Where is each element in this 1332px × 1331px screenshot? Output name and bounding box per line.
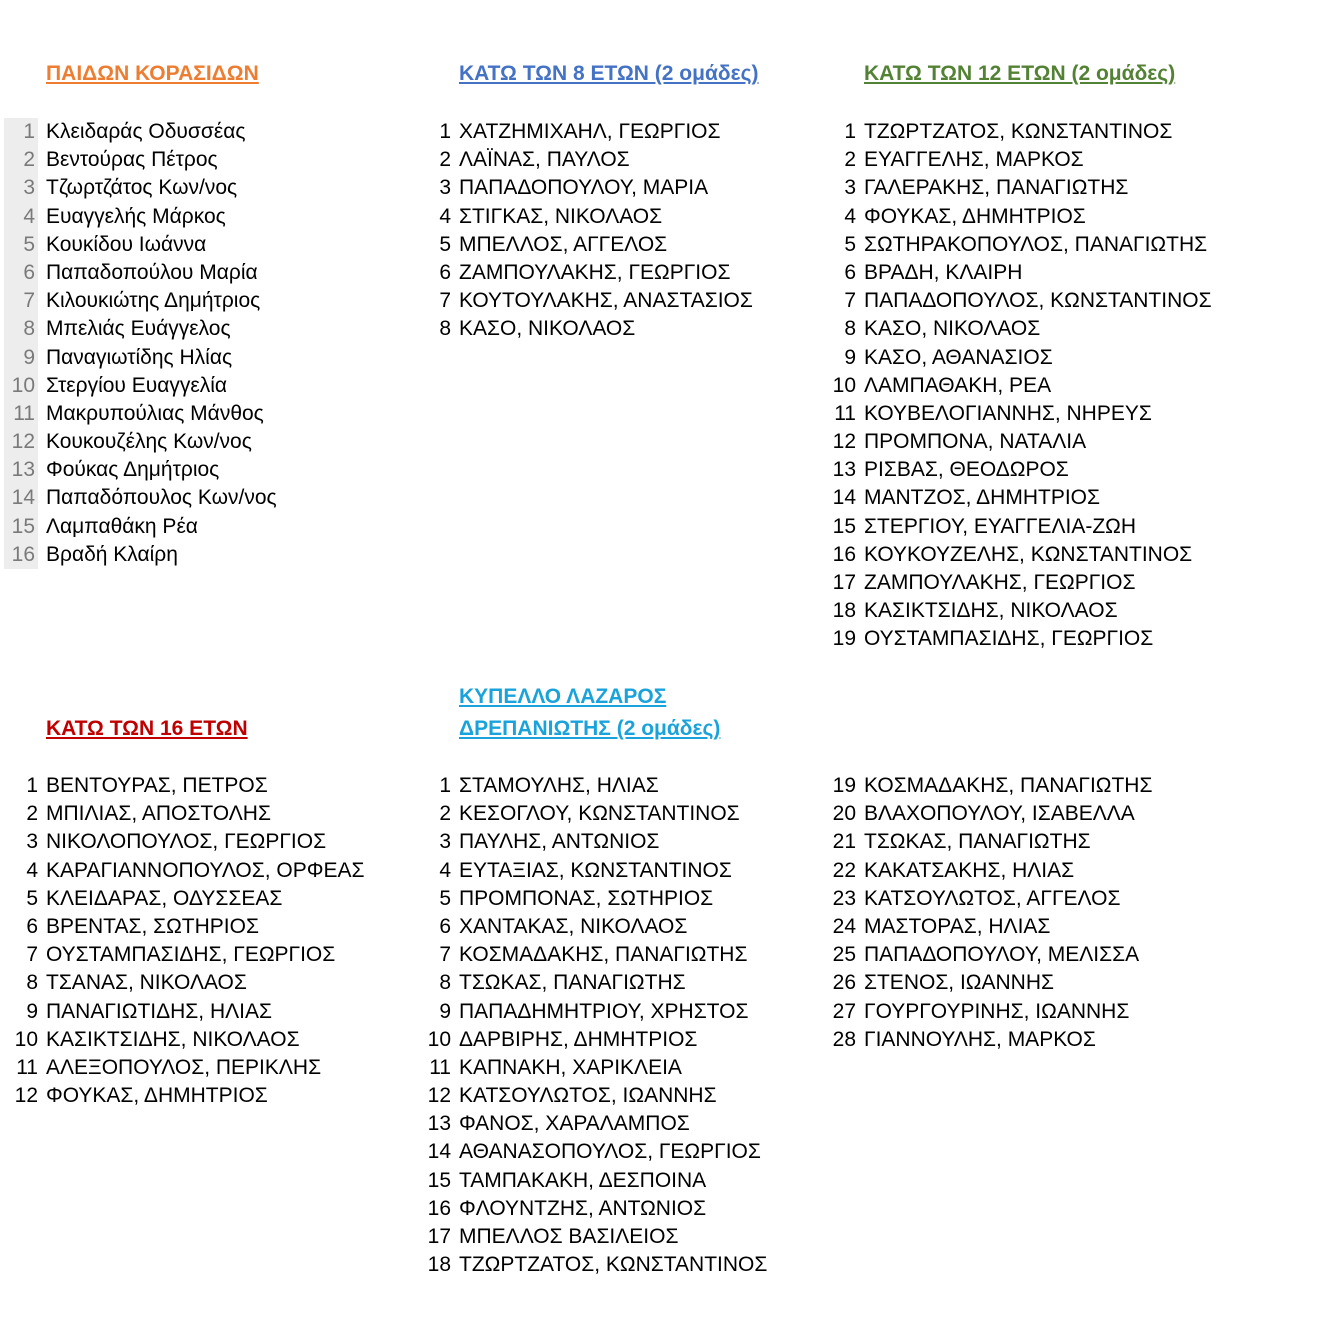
item-number: 5 xyxy=(4,231,38,259)
list-item xyxy=(822,118,1302,146)
list-item xyxy=(822,456,1302,484)
list-item xyxy=(417,1251,817,1279)
player-name: ΓΟΥΡΓΟΥΡΙΝΗΣ, ΙΩΑΝΝΗΣ xyxy=(864,999,1130,1023)
list-item xyxy=(822,174,1302,202)
list-item xyxy=(4,174,404,202)
player-name: ΦΟΥΚΑΣ, ΔΗΜΗΤΡΙΟΣ xyxy=(46,1084,268,1108)
list-item xyxy=(4,315,404,343)
player-name: ΜΠΙΛΙΑΣ, ΑΠΟΣΤΟΛΗΣ xyxy=(46,802,271,826)
item-number: 10 xyxy=(427,1027,451,1051)
item-number: 25 xyxy=(832,943,856,967)
item-number: 18 xyxy=(427,1253,451,1277)
player-name: ΑΘΑΝΑΣΟΠΟΥΛΟΣ, ΓΕΩΡΓΙΟΣ xyxy=(459,1140,761,1164)
item-number: 9 xyxy=(439,999,451,1023)
roster-list-cup-col2 xyxy=(822,772,1222,1054)
player-name: ΒΡΑΔΗ, ΚΛΑΙΡΗ xyxy=(864,260,1023,284)
player-name: ΣΤΕΡΓΙΟΥ, ΕΥΑΓΓΕΛΙΑ-ΖΩΗ xyxy=(864,514,1137,538)
player-name: ΤΑΜΠΑΚΑΚΗ, ΔΕΣΠΟΙΝΑ xyxy=(459,1168,707,1192)
list-item xyxy=(4,998,414,1026)
item-number: 13 xyxy=(427,1112,451,1136)
list-item xyxy=(822,625,1302,653)
player-name: ΦΛΟΥΝΤΖΗΣ, ΑΝΤΩΝΙΟΣ xyxy=(459,1196,707,1220)
roster-list-under-8 xyxy=(417,118,817,344)
item-number: 11 xyxy=(834,401,856,425)
list-item xyxy=(4,913,414,941)
player-name: Βεντούρας Πέτρος xyxy=(46,148,218,172)
player-name: Τζωρτζάτος Κων/νος xyxy=(46,176,238,200)
list-item xyxy=(822,315,1302,343)
player-name: ΚΟΣΜΑΔΑΚΗΣ, ΠΑΝΑΓΙΩΤΗΣ xyxy=(864,774,1153,797)
list-item xyxy=(4,400,404,428)
player-name: ΣΩΤΗΡΑΚΟΠΟΥΛΟΣ, ΠΑΝΑΓΙΩΤΗΣ xyxy=(864,232,1208,256)
player-name: ΒΡΕΝΤΑΣ, ΣΩΤΗΡΙΟΣ xyxy=(46,914,259,938)
list-item xyxy=(4,372,404,400)
list-item xyxy=(822,569,1302,597)
list-item xyxy=(417,315,817,343)
player-name: Λαμπαθάκη Ρέα xyxy=(46,514,198,538)
section-title-cup-line2: ΔΡΕΠΑΝΙΩΤΗΣ (2 ομάδες) xyxy=(459,717,721,740)
player-name: ΤΣΩΚΑΣ, ΠΑΝΑΓΙΩΤΗΣ xyxy=(459,971,686,995)
list-item xyxy=(822,400,1302,428)
item-number: 7 xyxy=(439,289,451,313)
player-name: ΟΥΣΤΑΜΠΑΣΙΔΗΣ, ΓΕΩΡΓΙΟΣ xyxy=(864,627,1154,651)
player-name: ΠΡΟΜΠΟΝΑΣ, ΣΩΤΗΡΙΟΣ xyxy=(459,886,714,910)
list-item xyxy=(822,597,1302,625)
list-item xyxy=(417,1054,817,1082)
item-number: 1 xyxy=(4,118,38,146)
item-number: 1 xyxy=(439,120,451,143)
item-number: 2 xyxy=(439,802,451,826)
player-name: ΖΑΜΠΟΥΛΑΚΗΣ, ΓΕΩΡΓΙΟΣ xyxy=(459,260,731,284)
player-name: ΕΥΑΓΓΕΛΗΣ, ΜΑΡΚΟΣ xyxy=(864,148,1084,172)
item-number: 6 xyxy=(439,914,451,938)
item-number: 10 xyxy=(14,1027,38,1051)
player-name: ΜΠΕΛΛΟΣ, ΑΓΓΕΛΟΣ xyxy=(459,232,668,256)
player-name: ΠΑΝΑΓΙΩΤΙΔΗΣ, ΗΛΙΑΣ xyxy=(46,999,272,1023)
player-name: Κουκίδου Ιωάννα xyxy=(46,232,207,256)
player-name: ΜΠΕΛΛΟΣ ΒΑΣΙΛΕΙΟΣ xyxy=(459,1225,679,1248)
item-number: 5 xyxy=(26,886,38,910)
item-number: 4 xyxy=(4,203,38,231)
item-number: 2 xyxy=(4,146,38,174)
item-number: 6 xyxy=(4,259,38,287)
player-name: ΛΑΜΠΑΘΑΚΗ, ΡΕΑ xyxy=(864,373,1052,397)
player-name: ΤΖΩΡΤΖΑΤΟΣ, ΚΩΝΣΤΑΝΤΙΝΟΣ xyxy=(864,120,1173,143)
list-item xyxy=(4,428,404,456)
player-name: ΑΛΕΞΟΠΟΥΛΟΣ, ΠΕΡΙΚΛΗΣ xyxy=(46,1055,322,1079)
list-item xyxy=(822,513,1302,541)
item-number: 26 xyxy=(832,971,856,995)
list-item xyxy=(822,772,1222,800)
item-number: 4 xyxy=(439,858,451,882)
list-item xyxy=(822,541,1302,569)
player-name: ΚΛΕΙΔΑΡΑΣ, ΟΔΥΣΣΕΑΣ xyxy=(46,886,283,910)
roster-list-girls xyxy=(4,118,404,569)
item-number: 1 xyxy=(844,120,856,143)
list-item xyxy=(822,969,1222,997)
item-number: 2 xyxy=(439,148,451,172)
item-number: 8 xyxy=(439,971,451,995)
item-number: 19 xyxy=(832,627,856,651)
roster-list-under-12 xyxy=(822,118,1302,654)
list-item xyxy=(417,941,817,969)
item-number: 7 xyxy=(439,943,451,967)
roster-list-under-16 xyxy=(4,772,414,1110)
item-number: 9 xyxy=(4,344,38,372)
item-number: 11 xyxy=(429,1055,451,1079)
list-item xyxy=(822,800,1222,828)
item-number: 4 xyxy=(439,204,451,228)
list-item xyxy=(417,118,817,146)
player-name: ΚΟΥΒΕΛΟΓΙΑΝΝΗΣ, ΝΗΡΕΥΣ xyxy=(864,401,1152,425)
list-item xyxy=(417,828,817,856)
list-item xyxy=(417,287,817,315)
item-number: 24 xyxy=(832,914,856,938)
item-number: 12 xyxy=(4,428,38,456)
player-name: ΤΣΑΝΑΣ, ΝΙΚΟΛΑΟΣ xyxy=(46,971,247,995)
list-item xyxy=(417,913,817,941)
list-item xyxy=(822,941,1222,969)
item-number: 13 xyxy=(4,456,38,484)
player-name: Φούκας Δημήτριος xyxy=(46,458,220,482)
item-number: 15 xyxy=(427,1168,451,1192)
list-item xyxy=(822,287,1302,315)
player-name: ΚΑΣΟ, ΑΘΑΝΑΣΙΟΣ xyxy=(864,345,1053,369)
list-item xyxy=(4,456,404,484)
player-name: ΣΤΙΓΚΑΣ, ΝΙΚΟΛΑΟΣ xyxy=(459,204,663,228)
list-item xyxy=(417,1026,817,1054)
player-name: Μακρυπούλιας Μάνθος xyxy=(46,401,264,425)
player-name: ΣΤΑΜΟΥΛΗΣ, ΗΛΙΑΣ xyxy=(459,774,659,797)
item-number: 2 xyxy=(844,148,856,172)
item-number: 21 xyxy=(832,830,856,854)
player-name: ΠΑΠΑΔΟΠΟΥΛΟΣ, ΚΩΝΣΤΑΝΤΙΝΟΣ xyxy=(864,289,1212,313)
item-number: 19 xyxy=(832,774,856,797)
list-item xyxy=(4,1082,414,1110)
list-item xyxy=(822,146,1302,174)
list-item xyxy=(4,146,404,174)
player-name: ΓΙΑΝΝΟΥΛΗΣ, ΜΑΡΚΟΣ xyxy=(864,1027,1096,1051)
list-item xyxy=(822,484,1302,512)
section-title-girls: ΠΑΙΔΩΝ ΚΟΡΑΣΙΔΩΝ xyxy=(46,62,259,85)
list-item xyxy=(417,885,817,913)
item-number: 1 xyxy=(26,774,38,797)
player-name: ΚΟΣΜΑΔΑΚΗΣ, ΠΑΝΑΓΙΩΤΗΣ xyxy=(459,943,748,967)
list-item xyxy=(822,1026,1222,1054)
player-name: ΚΑΣΟ, ΝΙΚΟΛΑΟΣ xyxy=(459,317,636,341)
list-item xyxy=(4,885,414,913)
item-number: 18 xyxy=(832,599,856,623)
list-item xyxy=(4,1054,414,1082)
list-item xyxy=(822,231,1302,259)
item-number: 5 xyxy=(439,886,451,910)
item-number: 8 xyxy=(439,317,451,341)
item-number: 7 xyxy=(26,943,38,967)
item-number: 17 xyxy=(832,571,856,594)
item-number: 15 xyxy=(4,513,38,541)
item-number: 17 xyxy=(427,1225,451,1248)
item-number: 14 xyxy=(832,486,856,510)
list-item xyxy=(417,1223,817,1251)
player-name: Κλειδαράς Οδυσσέας xyxy=(46,120,246,143)
player-name: ΟΥΣΤΑΜΠΑΣΙΔΗΣ, ΓΕΩΡΓΙΟΣ xyxy=(46,943,336,967)
list-item xyxy=(4,941,414,969)
player-name: ΧΑΝΤΑΚΑΣ, ΝΙΚΟΛΑΟΣ xyxy=(459,914,688,938)
player-name: ΚΟΥΚΟΥΖΕΛΗΣ, ΚΩΝΣΤΑΝΤΙΝΟΣ xyxy=(864,542,1193,566)
player-name: Παπαδοπούλου Μαρία xyxy=(46,260,258,284)
list-item xyxy=(822,913,1222,941)
item-number: 1 xyxy=(439,774,451,797)
list-item xyxy=(417,259,817,287)
player-name: ΚΑΤΣΟΥΛΩΤΟΣ, ΙΩΑΝΝΗΣ xyxy=(459,1084,717,1108)
player-name: ΠΑΥΛΗΣ, ΑΝΤΩΝΙΟΣ xyxy=(459,830,660,854)
player-name: ΧΑΤΖΗΜΙΧΑΗΛ, ΓΕΩΡΓΙΟΣ xyxy=(459,120,721,143)
list-item xyxy=(417,800,817,828)
item-number: 6 xyxy=(844,260,856,284)
item-number: 7 xyxy=(4,287,38,315)
player-name: Μπελιάς Ευάγγελος xyxy=(46,317,231,341)
item-number: 3 xyxy=(439,830,451,854)
list-item xyxy=(4,118,404,146)
player-name: ΚΑΚΑΤΣΑΚΗΣ, ΗΛΙΑΣ xyxy=(864,858,1075,882)
player-name: Παπαδόπουλος Κων/νος xyxy=(46,486,277,510)
player-name: ΕΥΤΑΞΙΑΣ, ΚΩΝΣΤΑΝΤΙΝΟΣ xyxy=(459,858,732,882)
item-number: 14 xyxy=(4,484,38,512)
section-title-under-16: ΚΑΤΩ ΤΩΝ 16 ΕΤΩΝ xyxy=(46,717,248,740)
player-name: ΖΑΜΠΟΥΛΑΚΗΣ, ΓΕΩΡΓΙΟΣ xyxy=(864,571,1136,594)
player-name: ΤΣΩΚΑΣ, ΠΑΝΑΓΙΩΤΗΣ xyxy=(864,830,1091,854)
list-item xyxy=(417,146,817,174)
item-number: 8 xyxy=(26,971,38,995)
item-number: 3 xyxy=(844,176,856,200)
list-item xyxy=(4,287,404,315)
item-number: 15 xyxy=(832,514,856,538)
item-number: 22 xyxy=(832,858,856,882)
item-number: 16 xyxy=(427,1196,451,1220)
list-item xyxy=(822,372,1302,400)
list-item xyxy=(4,513,404,541)
list-item xyxy=(417,1138,817,1166)
item-number: 7 xyxy=(844,289,856,313)
item-number: 10 xyxy=(832,373,856,397)
player-name: ΡΙΣΒΑΣ, ΘΕΟΔΩΡΟΣ xyxy=(864,458,1069,482)
item-number: 11 xyxy=(16,1055,38,1079)
item-number: 3 xyxy=(26,830,38,854)
player-name: ΣΤΕΝΟΣ, ΙΩΑΝΝΗΣ xyxy=(864,971,1054,995)
player-name: ΠΑΠΑΔΟΠΟΥΛΟΥ, ΜΕΛΙΣΣΑ xyxy=(864,943,1140,967)
list-item xyxy=(822,259,1302,287)
roster-list-cup-col1 xyxy=(417,772,817,1279)
player-name: ΓΑΛΕΡΑΚΗΣ, ΠΑΝΑΓΙΩΤΗΣ xyxy=(864,176,1129,200)
list-item xyxy=(417,857,817,885)
item-number: 3 xyxy=(439,176,451,200)
player-name: ΠΑΠΑΔΟΠΟΥΛΟΥ, ΜΑΡΙΑ xyxy=(459,176,709,200)
item-number: 10 xyxy=(4,372,38,400)
player-name: Παναγιωτίδης Ηλίας xyxy=(46,345,233,369)
item-number: 12 xyxy=(832,430,856,454)
item-number: 11 xyxy=(4,400,38,428)
player-name: ΒΛΑΧΟΠΟΥΛΟΥ, ΙΣΑΒΕΛΛΑ xyxy=(864,802,1135,826)
player-name: ΔΑΡΒΙΡΗΣ, ΔΗΜΗΤΡΙΟΣ xyxy=(459,1027,698,1051)
list-item xyxy=(4,800,414,828)
item-number: 9 xyxy=(26,999,38,1023)
player-name: Ευαγγελής Μάρκος xyxy=(46,204,226,228)
list-item xyxy=(417,203,817,231)
player-name: ΚΑΡΑΓΙΑΝΝΟΠΟΥΛΟΣ, ΟΡΦΕΑΣ xyxy=(46,858,365,882)
list-item xyxy=(417,1110,817,1138)
item-number: 23 xyxy=(832,886,856,910)
item-number: 16 xyxy=(832,542,856,566)
player-name: ΚΑΣΙΚΤΣΙΔΗΣ, ΝΙΚΟΛΑΟΣ xyxy=(864,599,1118,623)
item-number: 6 xyxy=(26,914,38,938)
item-number: 2 xyxy=(26,802,38,826)
item-number: 5 xyxy=(439,232,451,256)
item-number: 8 xyxy=(4,315,38,343)
list-item xyxy=(417,231,817,259)
player-name: ΦΑΝΟΣ, ΧΑΡΑΛΑΜΠΟΣ xyxy=(459,1112,690,1136)
list-item xyxy=(822,885,1222,913)
list-item xyxy=(822,828,1222,856)
player-name: ΒΕΝΤΟΥΡΑΣ, ΠΕΤΡΟΣ xyxy=(46,774,268,797)
player-name: ΛΑΪΝΑΣ, ΠΑΥΛΟΣ xyxy=(459,148,630,172)
player-name: ΚΑΠΝΑΚΗ, ΧΑΡΙΚΛΕΙΑ xyxy=(459,1055,682,1079)
list-item xyxy=(822,344,1302,372)
list-item xyxy=(4,541,404,569)
item-number: 14 xyxy=(427,1140,451,1164)
list-item xyxy=(417,174,817,202)
item-number: 13 xyxy=(832,458,856,482)
player-name: ΤΖΩΡΤΖΑΤΟΣ, ΚΩΝΣΤΑΝΤΙΝΟΣ xyxy=(459,1253,768,1277)
player-name: ΦΟΥΚΑΣ, ΔΗΜΗΤΡΙΟΣ xyxy=(864,204,1086,228)
item-number: 8 xyxy=(844,317,856,341)
player-name: ΜΑΝΤΖΟΣ, ΔΗΜΗΤΡΙΟΣ xyxy=(864,486,1100,510)
list-item xyxy=(417,1167,817,1195)
player-name: Στεργίου Ευαγγελία xyxy=(46,373,228,397)
list-item xyxy=(417,1195,817,1223)
list-item xyxy=(417,969,817,997)
item-number: 12 xyxy=(427,1084,451,1108)
list-item xyxy=(4,344,404,372)
section-title-cup-line1: ΚΥΠΕΛΛΟ ΛΑΖΑΡΟΣ xyxy=(459,685,667,708)
player-name: ΚΕΣΟΓΛΟΥ, ΚΩΝΣΤΑΝΤΙΝΟΣ xyxy=(459,802,740,826)
item-number: 3 xyxy=(4,174,38,202)
list-item xyxy=(4,231,404,259)
list-item xyxy=(822,428,1302,456)
list-item xyxy=(4,828,414,856)
item-number: 5 xyxy=(844,232,856,256)
player-name: ΠΑΠΑΔΗΜΗΤΡΙΟΥ, ΧΡΗΣΤΟΣ xyxy=(459,999,749,1023)
player-name: ΚΑΣΟ, ΝΙΚΟΛΑΟΣ xyxy=(864,317,1041,341)
list-item xyxy=(4,772,414,800)
item-number: 20 xyxy=(832,802,856,826)
list-item xyxy=(822,203,1302,231)
list-item xyxy=(417,1082,817,1110)
player-name: ΚΑΣΙΚΤΣΙΔΗΣ, ΝΙΚΟΛΑΟΣ xyxy=(46,1027,300,1051)
list-item xyxy=(4,857,414,885)
section-title-under-12: ΚΑΤΩ ΤΩΝ 12 ΕΤΩΝ (2 ομάδες) xyxy=(864,62,1176,85)
player-name: Κιλουκιώτης Δημήτριος xyxy=(46,289,261,313)
item-number: 16 xyxy=(4,541,38,569)
list-item xyxy=(822,998,1222,1026)
section-title-under-8: ΚΑΤΩ ΤΩΝ 8 ΕΤΩΝ (2 ομάδες) xyxy=(459,62,759,85)
list-item xyxy=(4,484,404,512)
player-name: ΝΙΚΟΛΟΠΟΥΛΟΣ, ΓΕΩΡΓΙΟΣ xyxy=(46,830,327,854)
list-item xyxy=(4,969,414,997)
item-number: 12 xyxy=(14,1084,38,1108)
player-name: ΚΑΤΣΟΥΛΩΤΟΣ, ΑΓΓΕΛΟΣ xyxy=(864,886,1121,910)
player-name: Κουκουζέλης Κων/νος xyxy=(46,430,252,454)
list-item xyxy=(4,1026,414,1054)
list-item xyxy=(417,772,817,800)
item-number: 6 xyxy=(439,260,451,284)
list-item xyxy=(4,259,404,287)
item-number: 9 xyxy=(844,345,856,369)
list-item xyxy=(4,203,404,231)
list-item xyxy=(822,857,1222,885)
list-item xyxy=(417,998,817,1026)
item-number: 27 xyxy=(832,999,856,1023)
item-number: 4 xyxy=(26,858,38,882)
player-name: Βραδή Κλαίρη xyxy=(46,542,178,566)
player-name: ΠΡΟΜΠΟΝΑ, ΝΑΤΑΛΙΑ xyxy=(864,430,1087,454)
item-number: 4 xyxy=(844,204,856,228)
item-number: 28 xyxy=(832,1027,856,1051)
player-name: ΚΟΥΤΟΥΛΑΚΗΣ, ΑΝΑΣΤΑΣΙΟΣ xyxy=(459,289,753,313)
player-name: ΜΑΣΤΟΡΑΣ, ΗΛΙΑΣ xyxy=(864,914,1051,938)
